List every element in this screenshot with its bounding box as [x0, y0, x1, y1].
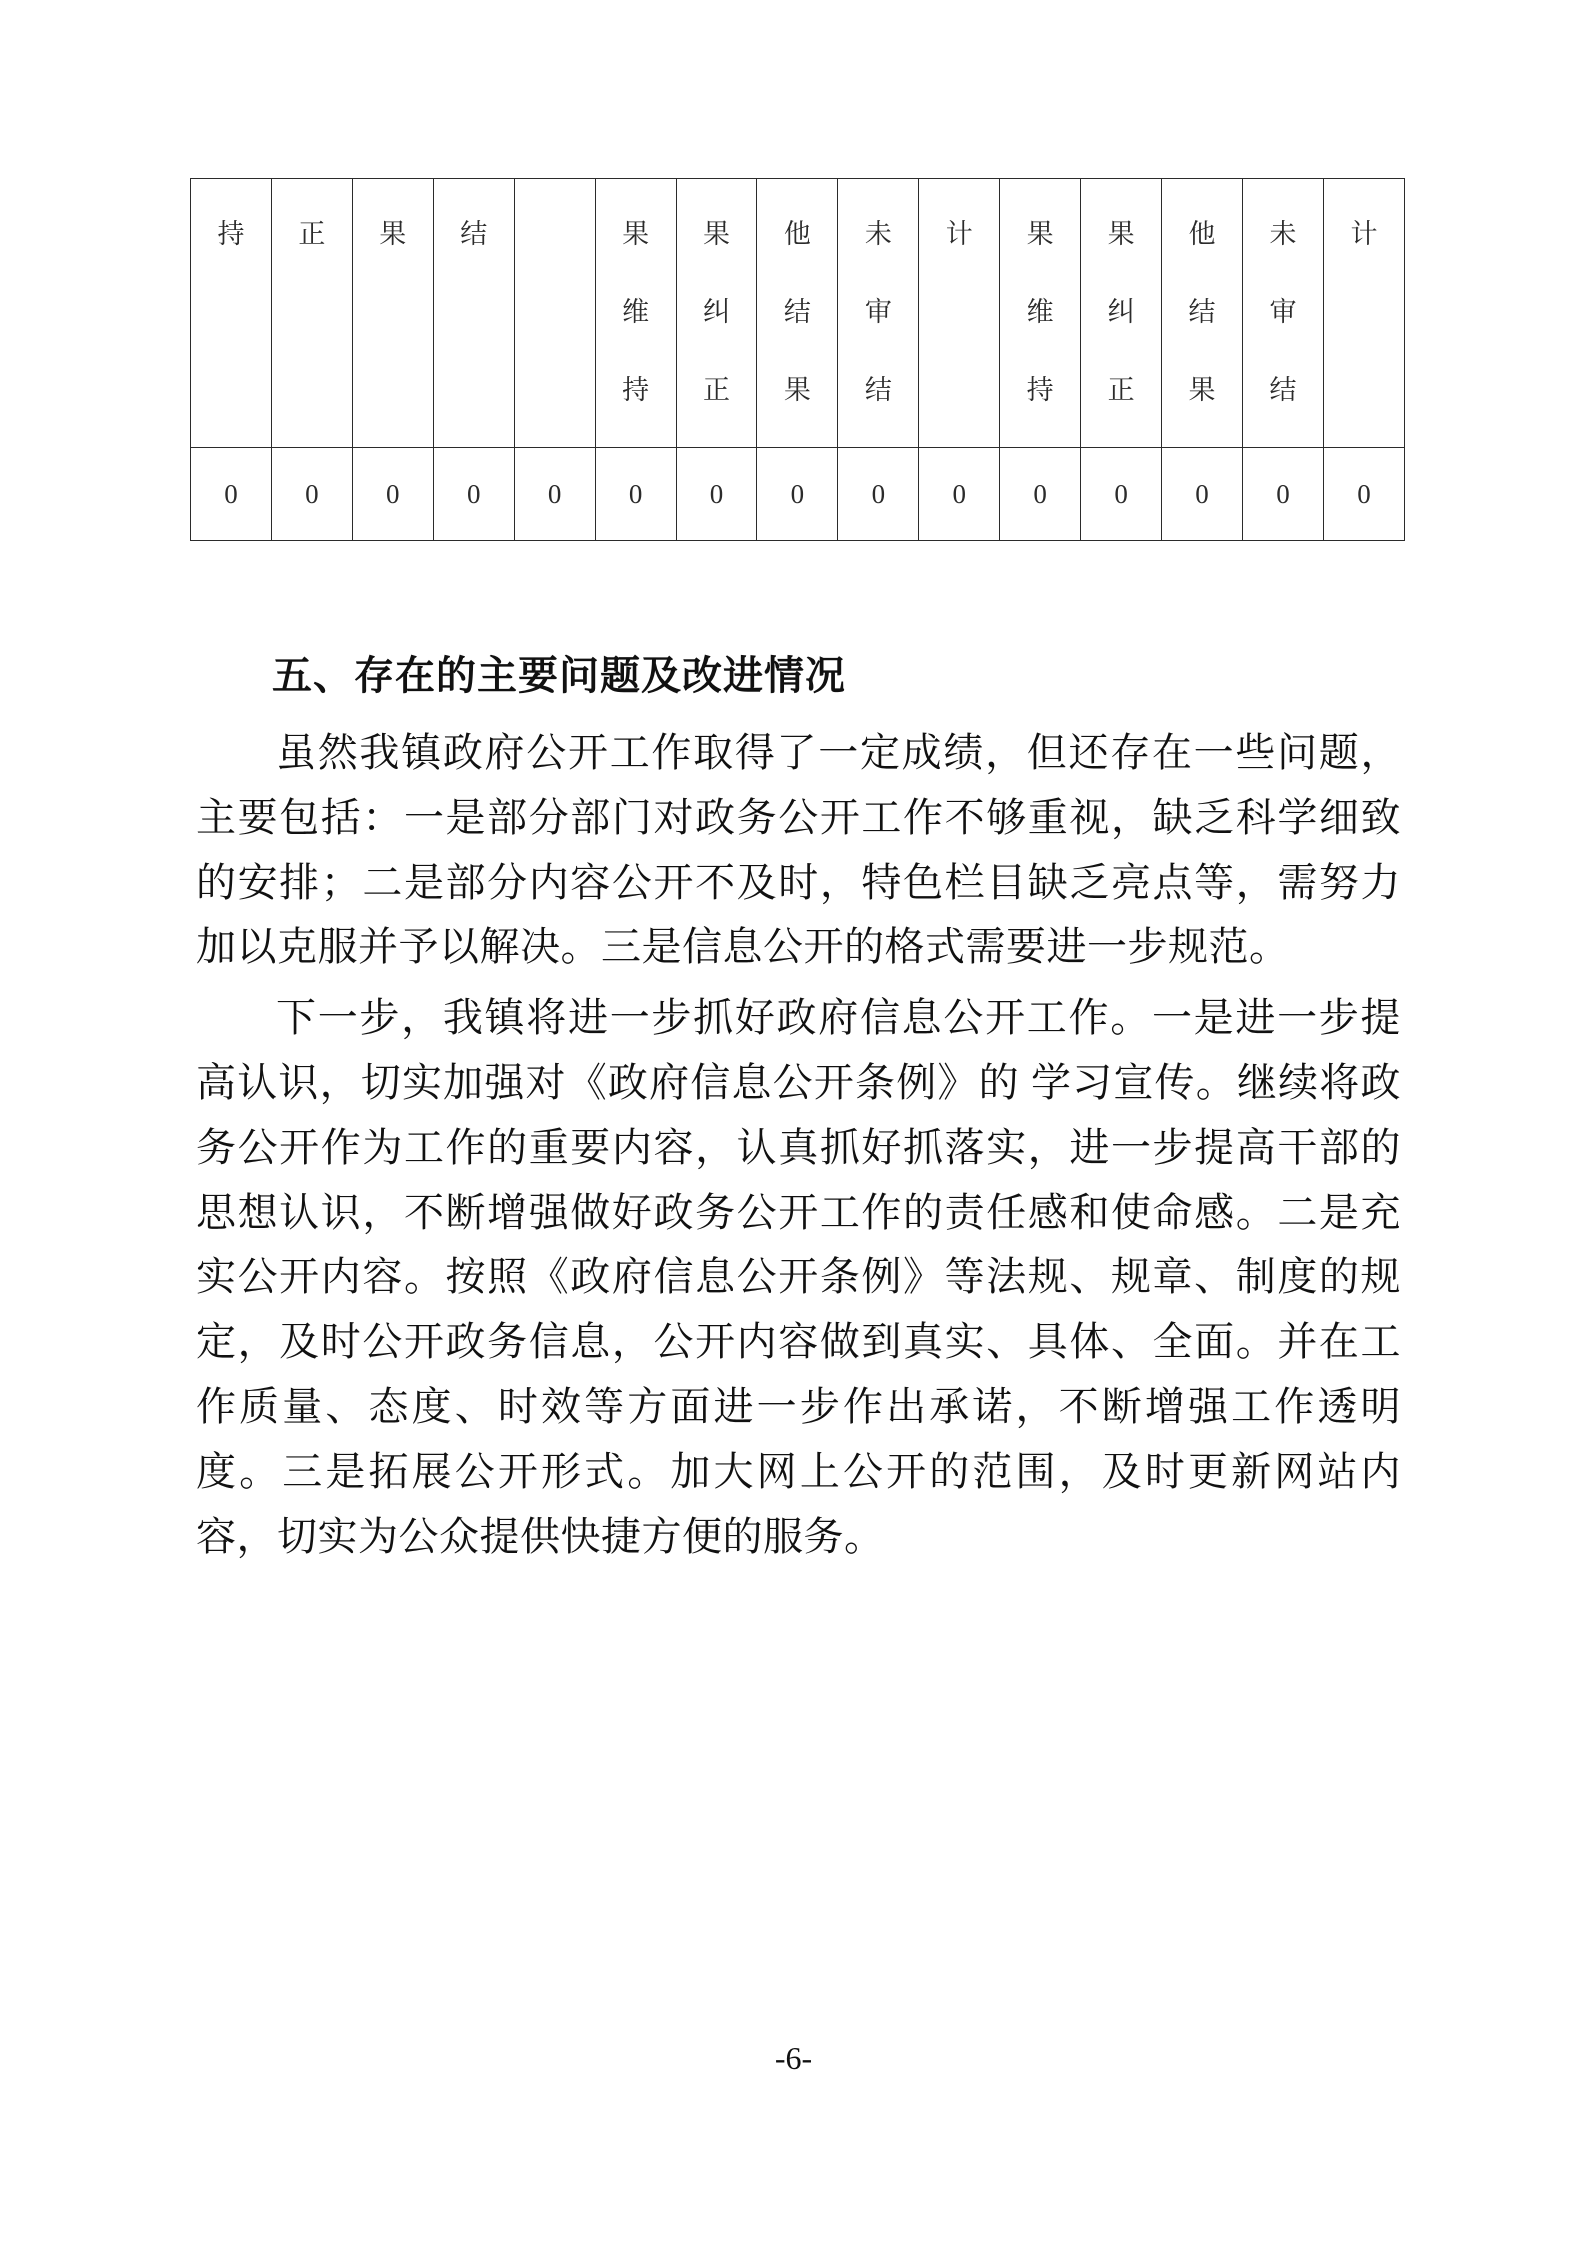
- header-char: 果: [702, 219, 730, 249]
- header-char: 结: [783, 297, 811, 327]
- header-char: 结: [460, 219, 488, 249]
- header-char: 计: [945, 219, 973, 249]
- header-char: 正: [702, 375, 730, 405]
- body-paragraph: 下一步，我镇将进一步抓好政府信息公开工作。一是进一步提高认识，切实加强对《政府信息公开条例》的 学习宣传。继续将政务公开作为工作的重要内容，认真抓好抓落实，进一步提高干部的思想认识，不断增强做好政务公开工作的责任感和使命感。二是充实公开内容。按照《政府信息公开条例》等法规、规章、制度的规定，及时公开政务信息，公开内容做到真实、具体、全面。并在工作质量、态度、时效等方面进一步作出承诺，不断增强工作透明度。三是拓展公开形式。加大网上公开的范围，及时更新网站内容，切实为公众提供快捷方便的服务。: [196, 995, 1401, 1559]
- table-cell: 0: [514, 448, 595, 541]
- header-char: 计: [1350, 219, 1378, 249]
- vertical-header-text: [434, 179, 514, 447]
- vertical-header-text: [191, 179, 271, 447]
- header-char: 果: [622, 219, 650, 249]
- header-char: 正: [298, 219, 326, 249]
- header-char: 审: [1269, 297, 1297, 327]
- vertical-header-text: [272, 179, 352, 447]
- vertical-header-text: [1000, 179, 1080, 447]
- header-char: 果: [1026, 219, 1054, 249]
- table-cell: 0: [838, 448, 919, 541]
- header-char: 未: [864, 219, 892, 249]
- table-header-cell: [838, 179, 919, 448]
- vertical-header-text: [757, 179, 837, 447]
- header-char: 他: [783, 219, 811, 249]
- document-body: [196, 645, 1401, 1569]
- vertical-header-text: [677, 179, 757, 447]
- disclosure-statistics-table: [190, 178, 1405, 541]
- table-cell: 0: [271, 448, 352, 541]
- body-paragraph: 虽然我镇政府公开工作取得了一定成绩，但还存在一些问题，主要包括：一是部分部门对政务公开工作不够重视，缺乏科学细致的安排；二是部分内容公开不及时，特色栏目缺乏亮点等，需努力加以克服并予以解决。三是信息公开的格式需要进一步规范。: [196, 730, 1401, 970]
- table-data-row: [191, 448, 1405, 541]
- header-char: 持: [217, 219, 245, 249]
- header-char: 维: [1026, 297, 1054, 327]
- table-cell: 0: [919, 448, 1000, 541]
- table-header-cell: [676, 179, 757, 448]
- header-char: 果: [783, 375, 811, 405]
- table-cell: 0: [352, 448, 433, 541]
- table-header-cell-empty: [514, 179, 595, 448]
- section-heading: 五、存在的主要问题及改进情况: [272, 654, 846, 698]
- header-char: 正: [1107, 375, 1135, 405]
- vertical-header-text: [1081, 179, 1161, 447]
- disclosure-statistics-table-container: [190, 178, 1405, 541]
- header-char: 纠: [702, 297, 730, 327]
- header-char: 他: [1188, 219, 1216, 249]
- table-header-cell: [1162, 179, 1243, 448]
- table-header-cell: [1081, 179, 1162, 448]
- table-header-cell: [757, 179, 838, 448]
- table-cell: 0: [676, 448, 757, 541]
- vertical-header-text: [919, 179, 999, 447]
- header-char: 审: [864, 297, 892, 327]
- table-header-cell: [433, 179, 514, 448]
- header-char: 持: [1026, 375, 1054, 405]
- table-header-cell: [595, 179, 676, 448]
- table-header-cell: [271, 179, 352, 448]
- header-char: 结: [864, 375, 892, 405]
- table-header-cell: [1323, 179, 1404, 448]
- vertical-header-text: [1243, 179, 1323, 447]
- header-char: 果: [1188, 375, 1216, 405]
- table-header-cell: [352, 179, 433, 448]
- table-header-row: [191, 179, 1405, 448]
- header-char: 果: [379, 219, 407, 249]
- vertical-header-text: [838, 179, 918, 447]
- table-header-cell: [1000, 179, 1081, 448]
- header-char: 结: [1269, 375, 1297, 405]
- table-cell: 0: [1000, 448, 1081, 541]
- page-number: -6-: [774, 2040, 813, 2076]
- table-header-cell: [919, 179, 1000, 448]
- table-cell: 0: [595, 448, 676, 541]
- table-header-cell: [1242, 179, 1323, 448]
- table-header-cell: [191, 179, 272, 448]
- header-char: 纠: [1107, 297, 1135, 327]
- header-char: 果: [1107, 219, 1135, 249]
- vertical-header-text: [515, 179, 595, 447]
- header-char: 结: [1188, 297, 1216, 327]
- table-cell: 0: [433, 448, 514, 541]
- header-char: 持: [622, 375, 650, 405]
- vertical-header-text: [1324, 179, 1404, 447]
- vertical-header-text: [596, 179, 676, 447]
- table-cell: 0: [191, 448, 272, 541]
- vertical-header-text: [1162, 179, 1242, 447]
- vertical-header-text: [353, 179, 433, 447]
- table-cell: 0: [1323, 448, 1404, 541]
- header-char: 未: [1269, 219, 1297, 249]
- table-cell: 0: [757, 448, 838, 541]
- header-char: 维: [622, 297, 650, 327]
- table-cell: 0: [1081, 448, 1162, 541]
- table-cell: 0: [1162, 448, 1243, 541]
- table-cell: 0: [1242, 448, 1323, 541]
